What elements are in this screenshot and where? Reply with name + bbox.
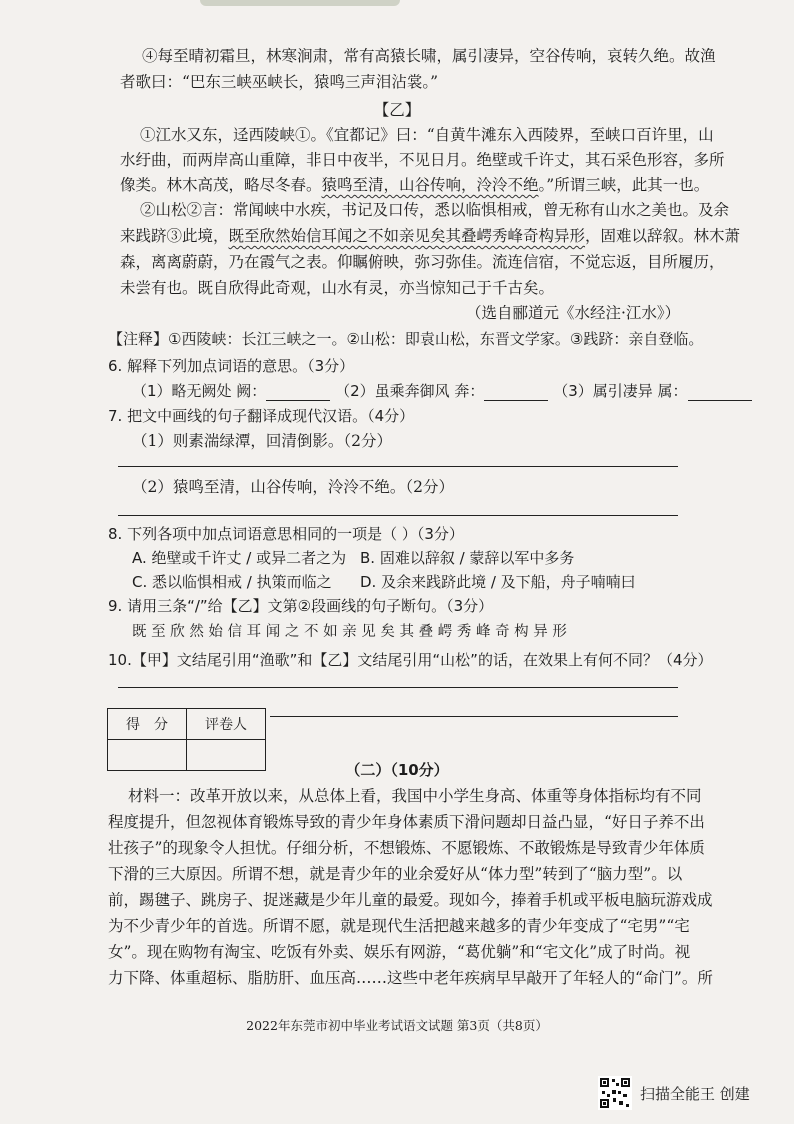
q7-stem: 7. 把文中画线的句子翻译成现代汉语。（4分）	[108, 407, 415, 425]
yi-p1-line3	[120, 175, 709, 195]
score-header: 得 分	[108, 709, 187, 740]
yi-underlined-sentence-2: 既至欣然始信耳闻之不如亲见矣其叠崿秀峰奇构异形	[228, 227, 586, 245]
section2-line1: 材料一：改革开放以来，从总体上看，我国中小学生身高、体重等身体指标均有不同	[128, 787, 702, 805]
section2-line5: 前，踢毽子、跳房子、捉迷藏是少年儿童的最爱。现如今，捧着手机或平板电脑玩游戏成	[108, 891, 713, 909]
yi-p2-line2-pre: 来践跻③此境，	[120, 227, 229, 245]
section2-line3: 壮孩子”的现象令人担忧。仔细分析，不想锻炼、不愿锻炼、不敢锻炼是导致青少年体质	[108, 839, 705, 857]
top-edge-strip	[200, 0, 400, 6]
jia-p4-line1: ④每至晴初霜旦，林寒涧肃，常有高猿长啸，属引凄异，空谷传响，哀转久绝。故渔	[142, 47, 716, 65]
q8-option-b[interactable]: B. 固难以辞叙 / 蒙辞以军中多务	[360, 549, 575, 567]
yi-p1-line2: 水纡曲，而两岸高山重障，非日中夜半，不见日月。绝壁或千许丈，其石采色形容，多所	[120, 151, 725, 169]
yi-p2-line4: 未尝有也。既自欣得此奇观，山水有灵，亦当惊知己于千古矣。	[120, 279, 555, 297]
yi-p1-line3-post: 。”所谓三峡，此其一也。	[538, 176, 710, 194]
yi-p1-line1: ①江水又东，迳西陵峡①。《宜都记》曰：“自黄牛滩东入西陵界，至峡口百许里，山	[140, 126, 714, 144]
section2-heading: （二）（10分）	[345, 761, 449, 779]
q6-stem: 6. 解释下列加点词语的意思。（3分）	[108, 357, 355, 375]
yi-heading: 【乙】	[373, 101, 421, 119]
q10-answer-line-2[interactable]	[270, 716, 678, 717]
yi-p1-line3-pre: 像类。林木高茂，略尽冬春。	[120, 176, 322, 194]
q6-item3: （3）属引凄异 属：	[553, 382, 688, 400]
q6-blank3[interactable]	[688, 400, 752, 401]
yi-p2-line1: ②山松②言：常闻峡中水疾，书记及口传，悉以临惧相戒，曾无称有山水之美也。及余	[140, 201, 730, 219]
yi-p2-line2-post: ，固难以辞叙。林木萧	[585, 227, 741, 245]
yi-underlined-sentence-1: 猿鸣至清，山谷传响，泠泠不绝	[321, 176, 539, 194]
q7-answer-line-1[interactable]	[118, 466, 678, 467]
notes: 【注释】①西陵峡：长江三峡之一。②山松：即袁山松，东晋文学家。③践跻：亲自登临。	[108, 330, 704, 348]
q9-sentence: 既 至 欣 然 始 信 耳 闻 之 不 如 亲 见 矣 其 叠 崿 秀 峰 奇 构 异 形	[132, 624, 567, 640]
q10-answer-line-1[interactable]	[118, 687, 678, 688]
scanner-watermark: 扫描全能王 创建	[640, 1085, 750, 1103]
yi-p2-line2	[120, 226, 740, 246]
q7-answer-line-2[interactable]	[118, 515, 678, 516]
q10-stem: 10.【甲】文结尾引用“渔歌”和【乙】文结尾引用“山松”的话，在效果上有何不同？（4分）	[108, 651, 713, 669]
section2-line6: 为不少青少年的首选。所谓不愿，就是现代生活把越来越多的青少年变成了“宅男”“宅	[108, 917, 690, 935]
section2-line8: 力下降、体重超标、脂肪肝、血压高……这些中老年疾病早早敲开了年轻人的“命门”。所	[108, 969, 713, 987]
q6-item2: （2）虽乘奔御风 奔：	[335, 382, 485, 400]
q8-option-d[interactable]: D. 及余来践跻此境 / 及下船，舟子喃喃曰	[360, 573, 636, 591]
yi-source: （选自郦道元《水经注·江水》）	[466, 304, 681, 322]
q7-sentence2: （2）猿鸣至清，山谷传响，泠泠不绝。（2分）	[132, 478, 454, 496]
jia-p4-line2: 者歌曰：“巴东三峡巫峡长，猿鸣三声泪沾裳。”	[120, 73, 439, 91]
yi-p2-line3: 森，离离蔚蔚，乃在霞气之表。仰瞩俯映，弥习弥佳。流连信宿，不觉忘返，目所履历，	[120, 253, 725, 271]
q8-stem: 8. 下列各项中加点词语意思相同的一项是（ ）（3分）	[108, 525, 464, 543]
qr-code-icon	[598, 1076, 632, 1110]
q6-item1: （1）略无阙处 阙：	[132, 382, 267, 400]
section2-line4: 下滑的三大原因。所谓不想，就是青少年的业余爱好从“体力型”转到了“脑力型”。以	[108, 865, 683, 883]
q7-sentence1: （1）则素湍绿潭，回清倒影。（2分）	[132, 432, 392, 450]
q6-blank2[interactable]	[484, 400, 548, 401]
q9-stem: 9. 请用三条“/”给【乙】文第②段画线的句子断句。（3分）	[108, 597, 494, 615]
q8-option-c[interactable]: C. 悉以临惧相戒 / 执策而临之	[132, 573, 332, 591]
q6-blank1[interactable]	[266, 400, 330, 401]
q8-option-a[interactable]: A. 绝壁或千许丈 / 或异二者之为	[132, 549, 347, 567]
section2-line2: 程度提升，但忽视体育锻炼导致的青少年身体素质下滑问题却日益凸显，“好日子养不出	[108, 813, 705, 831]
q6-items	[132, 381, 752, 401]
section2-line7: 女”。现在购物有淘宝、吃饭有外卖、娱乐有网游，“葛优躺”和“宅文化”成了时尚。视	[108, 943, 691, 961]
grader-header: 评卷人	[187, 709, 266, 740]
page-footer: 2022年东莞市初中毕业考试语文试题 第3页（共8页）	[246, 1018, 548, 1033]
